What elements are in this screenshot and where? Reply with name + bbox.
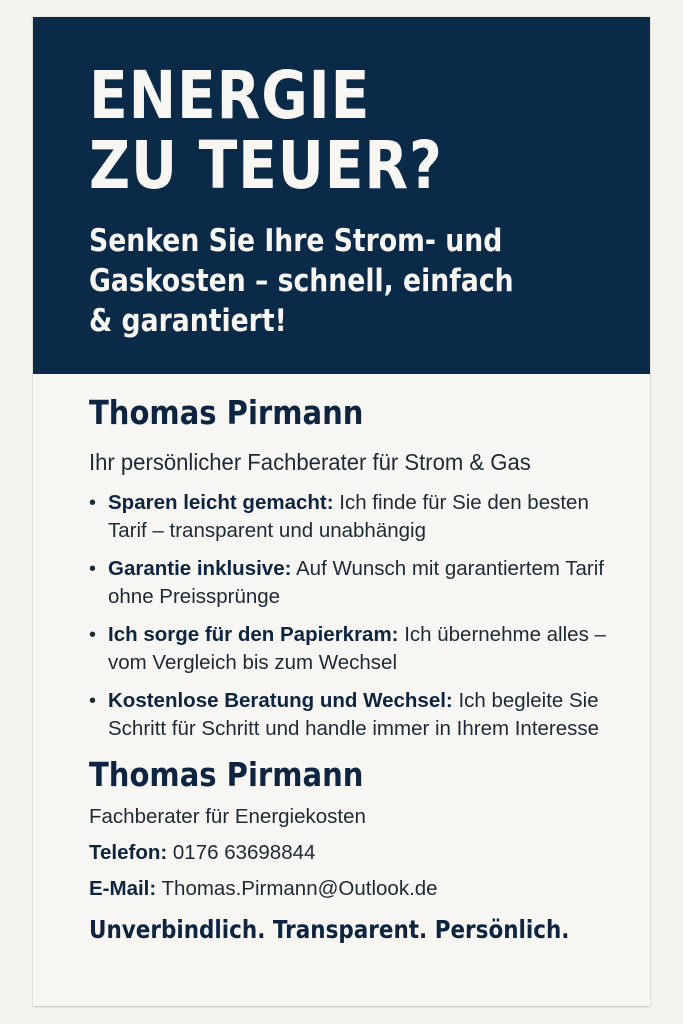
email-address[interactable]: Thomas.Pirmann@Outlook.de (156, 877, 438, 900)
bullet-icon: • (89, 690, 97, 712)
hero-subtitle-line: Gaskosten – schnell, einfach (89, 263, 514, 299)
benefit-item (89, 621, 629, 677)
benefit-title: Garantie inklusive: (108, 557, 292, 580)
benefit-title: Kostenlose Beratung und Wechsel: (108, 689, 453, 712)
hero-subtitle-line: Senken Sie Ihre Strom- und (89, 223, 503, 259)
bullet-icon: • (89, 624, 97, 646)
benefit-text: Ich finde für Sie den besten Tarif – transparent und unabhängig (108, 491, 589, 542)
contact-role: Fachberater für Energiekosten (89, 805, 366, 828)
flyer-card (33, 17, 650, 1006)
bullet-icon: • (89, 558, 97, 580)
benefit-text: Ich begleite Sie Schritt für Schritt und handle immer in Ihrem Interesse (108, 689, 600, 740)
hero-title-line: ZU TEUER? (89, 127, 443, 204)
benefits-list (89, 489, 629, 743)
benefit-text: Ich übernehme alles – vom Vergleich bis zum Wechsel (108, 623, 606, 674)
benefit-item (89, 687, 629, 743)
contact-email[interactable] (89, 875, 629, 903)
contact-name: Thomas Pirmann (89, 755, 364, 794)
benefit-title: Sparen leicht gemacht: (108, 491, 334, 514)
benefit-text: Auf Wunsch mit garantiertem Tarif ohne Preissprünge (108, 557, 605, 608)
hero-title-line: ENERGIE (89, 57, 371, 134)
contact-phone[interactable] (89, 839, 629, 867)
content-area (89, 391, 629, 947)
hero-subtitle (89, 221, 588, 341)
benefit-item (89, 555, 629, 611)
hero-subtitle-line: & garantiert! (89, 303, 287, 339)
email-label: E-Mail: (89, 877, 157, 900)
advisor-tagline: Ihr persönlicher Fachberater für Strom & Gas (89, 449, 531, 475)
advisor-name: Thomas Pirmann (89, 393, 364, 432)
bullet-icon: • (89, 492, 97, 514)
benefit-item (89, 489, 629, 545)
hero-banner (33, 17, 650, 374)
hero-title (89, 57, 443, 204)
phone-label: Telefon: (89, 841, 168, 864)
benefit-title: Ich sorge für den Papierkram: (108, 623, 399, 646)
phone-number[interactable]: 0176 63698844 (167, 841, 316, 864)
slogan: Unverbindlich. Transparent. Persönlich. (89, 915, 570, 944)
